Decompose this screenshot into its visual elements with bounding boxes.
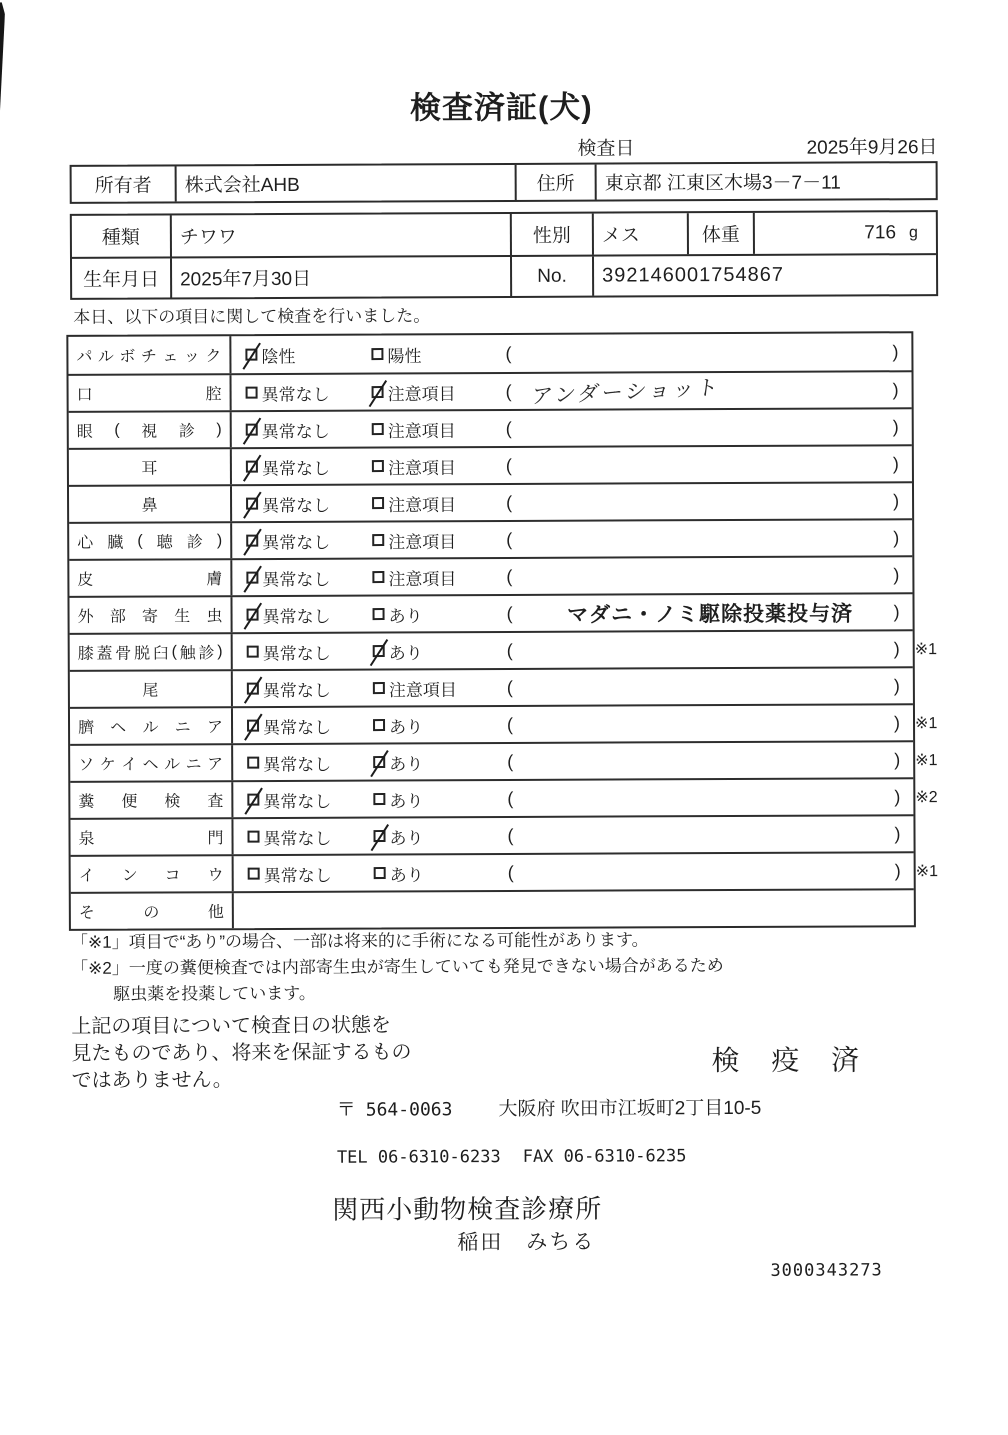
row-label bbox=[70, 634, 233, 670]
row-label-char: 外 bbox=[77, 608, 94, 626]
row-content bbox=[232, 409, 912, 447]
row-label-char: 虫 bbox=[206, 608, 223, 626]
row-label-char: ル bbox=[97, 348, 114, 366]
option bbox=[246, 602, 330, 627]
row-label-char: ボ bbox=[119, 348, 136, 366]
checkbox-icon bbox=[247, 646, 259, 658]
checklist-row bbox=[69, 444, 912, 485]
postal-mark: 〒 bbox=[336, 1099, 356, 1121]
clinic-address: 大阪府 吹田市江坂町2丁目10-5 bbox=[498, 1097, 762, 1121]
row-content bbox=[233, 779, 938, 817]
row-label-char: 脱 bbox=[134, 645, 151, 663]
row-label-char: 生 bbox=[174, 608, 191, 626]
option-label: 異常なし bbox=[263, 828, 332, 849]
checked-checkbox-icon bbox=[373, 756, 385, 768]
row-label-char: ) bbox=[216, 531, 223, 549]
paren-open: ( bbox=[506, 528, 513, 549]
option bbox=[371, 341, 421, 366]
row-content bbox=[232, 483, 912, 521]
row-label bbox=[70, 708, 233, 744]
sex-label: 性別 bbox=[510, 214, 592, 255]
row-label-char: ヘ bbox=[110, 719, 127, 737]
row-content bbox=[232, 557, 912, 595]
option-label: 異常なし bbox=[263, 717, 332, 738]
paren-open: ( bbox=[506, 565, 513, 586]
paren-open: ( bbox=[507, 787, 514, 808]
checked-checkbox-icon bbox=[247, 609, 259, 621]
option-label: 異常なし bbox=[262, 606, 331, 627]
checkbox-icon bbox=[371, 348, 383, 360]
option-label: 注意項目 bbox=[387, 384, 456, 404]
paren-open: ( bbox=[507, 824, 514, 845]
option bbox=[247, 676, 331, 701]
option-label: 注意項目 bbox=[388, 495, 457, 515]
note-marker: ※1 bbox=[915, 751, 938, 769]
birthdate-label: 生年月日 bbox=[83, 269, 160, 291]
row-label-char: ェ bbox=[162, 348, 179, 366]
checked-checkbox-icon bbox=[246, 498, 258, 510]
row-label bbox=[69, 412, 232, 448]
option bbox=[246, 417, 330, 442]
row-label-char: ッ bbox=[183, 348, 200, 366]
clinic-fax: FAX 06-6310-6235 bbox=[522, 1146, 687, 1167]
checklist-table bbox=[66, 331, 939, 931]
checkbox-icon bbox=[247, 757, 259, 769]
option-label: 注意項目 bbox=[387, 458, 456, 478]
animal-table bbox=[70, 210, 938, 300]
clinic-address-line bbox=[337, 1093, 762, 1122]
checkbox-icon bbox=[373, 682, 385, 694]
checklist-row bbox=[69, 555, 912, 596]
paren-close: ) bbox=[893, 638, 900, 659]
microchip-no-value: 392146001754867 bbox=[592, 255, 936, 296]
row-label-char: ク bbox=[205, 348, 222, 366]
row-content bbox=[232, 594, 912, 632]
note-marker: ※1 bbox=[915, 862, 939, 880]
checked-checkbox-icon bbox=[246, 535, 258, 547]
paren-content: マダニ・ノミ駆除投薬投与済 bbox=[567, 601, 854, 627]
checked-checkbox-icon bbox=[247, 794, 259, 806]
row-label bbox=[70, 782, 233, 818]
owner-table bbox=[70, 161, 938, 204]
checkbox-icon bbox=[372, 534, 384, 546]
option bbox=[248, 861, 332, 886]
disclaimer bbox=[71, 1012, 411, 1094]
option-label: 異常なし bbox=[262, 569, 331, 590]
checkbox-icon bbox=[372, 423, 384, 435]
paren-close: ) bbox=[892, 379, 899, 400]
checklist-row bbox=[69, 370, 912, 411]
checkbox-icon bbox=[373, 608, 385, 620]
checkbox-icon bbox=[372, 571, 384, 583]
option-label: あり bbox=[389, 828, 424, 848]
quarantine-stamp: 検 疫 済 bbox=[711, 1044, 872, 1077]
weight-unit: g bbox=[908, 223, 918, 241]
serial-number: 3000343273 bbox=[770, 1260, 883, 1281]
row-label-char: 骨 bbox=[115, 645, 132, 663]
option-label: 注意項目 bbox=[387, 421, 456, 441]
animal-table-row-2 bbox=[72, 253, 936, 298]
row-label bbox=[69, 560, 232, 596]
row-label-char: 膝 bbox=[77, 645, 94, 663]
animal-table-row-1 bbox=[72, 212, 936, 257]
row-content bbox=[233, 705, 938, 743]
row-label bbox=[69, 449, 232, 485]
paren-close: ) bbox=[893, 564, 900, 585]
row-label-char: 部 bbox=[109, 608, 126, 626]
option-label: 陽性 bbox=[387, 346, 422, 366]
checklist-row bbox=[69, 481, 912, 522]
row-label-char: 腔 bbox=[205, 386, 222, 404]
row-content bbox=[232, 446, 912, 484]
footnote-3: 駆虫薬を投薬しています。 bbox=[113, 983, 316, 1004]
option bbox=[374, 860, 424, 885]
row-label bbox=[69, 486, 232, 522]
inspection-date-line bbox=[577, 132, 937, 161]
option-label: 陰性 bbox=[261, 346, 296, 367]
checkbox-icon bbox=[372, 460, 384, 472]
paren-open: ( bbox=[506, 676, 513, 697]
row-label-char: 蓋 bbox=[96, 645, 113, 663]
row-label-char: ニ bbox=[185, 756, 202, 774]
note-marker: ※2 bbox=[915, 788, 938, 806]
option-label: 異常なし bbox=[263, 791, 332, 812]
option bbox=[373, 675, 457, 700]
row-label-char: ア bbox=[207, 756, 224, 774]
row-label bbox=[68, 336, 231, 374]
row-label bbox=[69, 597, 232, 633]
row-content bbox=[233, 631, 938, 669]
paren-open: ( bbox=[506, 713, 514, 734]
sex-value: メス bbox=[592, 213, 687, 254]
option bbox=[373, 712, 423, 737]
intro-text: 本日、以下の項目に関して検査を行いました。 bbox=[73, 306, 431, 327]
option-label: あり bbox=[389, 791, 424, 811]
row-label-char: 膚 bbox=[206, 571, 223, 589]
option bbox=[245, 342, 295, 367]
row-label-char: 糞 bbox=[78, 793, 95, 811]
checked-checkbox-icon bbox=[372, 386, 384, 398]
inspection-date-value: 2025年9月26日 bbox=[806, 137, 938, 159]
birthdate-value: 2025年7月30日 bbox=[170, 257, 510, 297]
weight-label: 体重 bbox=[687, 213, 753, 254]
row-label-char: コ bbox=[164, 867, 181, 885]
checkbox-icon bbox=[248, 868, 260, 880]
paren-close: ) bbox=[893, 675, 900, 696]
checked-checkbox-icon bbox=[246, 461, 258, 473]
note-marker: ※1 bbox=[914, 714, 938, 732]
option bbox=[373, 638, 423, 663]
checkbox-icon bbox=[247, 831, 259, 843]
option bbox=[246, 565, 330, 590]
address-value: 東京都 江東区木場3－7－11 bbox=[595, 163, 936, 199]
row-label-char: ( bbox=[137, 532, 143, 550]
row-label-char: ン bbox=[121, 867, 138, 885]
option-label: 異常なし bbox=[262, 532, 331, 553]
row-label bbox=[70, 671, 233, 707]
option-label: 注意項目 bbox=[388, 680, 457, 700]
row-label-char: 寄 bbox=[141, 608, 159, 626]
row-content bbox=[232, 520, 912, 558]
checklist-row bbox=[71, 888, 914, 929]
row-label-char: 臍 bbox=[78, 719, 95, 737]
paren-close: ) bbox=[892, 341, 899, 362]
option bbox=[372, 490, 456, 515]
option bbox=[372, 379, 456, 404]
row-label-char: 視 bbox=[141, 423, 158, 441]
disclaimer-line-2: 見たものであり、将来を保証するもの bbox=[71, 1041, 412, 1065]
row-label-char: 診 bbox=[198, 645, 215, 663]
row-label-char: 臓 bbox=[107, 534, 124, 552]
row-label-char: 便 bbox=[121, 793, 138, 811]
veterinarian-name: 稲田 みちる bbox=[457, 1230, 596, 1255]
checkbox-icon bbox=[374, 867, 386, 879]
row-label-char: 心 bbox=[77, 534, 94, 552]
row-label bbox=[71, 856, 234, 892]
checked-checkbox-icon bbox=[247, 683, 259, 695]
option bbox=[246, 491, 330, 516]
option bbox=[247, 750, 331, 775]
owner-value: 株式会社AHB bbox=[175, 165, 515, 201]
option bbox=[372, 564, 456, 589]
row-label-char: パ bbox=[76, 348, 93, 366]
row-content bbox=[233, 742, 938, 780]
paren-close: ) bbox=[892, 416, 899, 437]
paren-open: ( bbox=[505, 454, 512, 475]
option bbox=[373, 823, 423, 848]
option bbox=[246, 454, 330, 479]
paren-open: ( bbox=[507, 750, 514, 771]
row-label bbox=[69, 375, 232, 411]
microchip-no-label: No. bbox=[510, 257, 592, 296]
option bbox=[246, 380, 330, 405]
paren-open: ( bbox=[505, 380, 512, 401]
row-content bbox=[234, 890, 914, 928]
option bbox=[373, 786, 423, 811]
option bbox=[372, 453, 456, 478]
paren-close: ) bbox=[892, 453, 899, 474]
option bbox=[247, 639, 331, 664]
row-content bbox=[231, 333, 911, 373]
clinic-name: 関西小動物検査診療所 bbox=[332, 1193, 603, 1225]
row-label-char: ) bbox=[216, 420, 222, 438]
checked-checkbox-icon bbox=[373, 645, 385, 657]
clinic-tel: TEL 06-6310-6233 bbox=[336, 1147, 501, 1168]
checklist-row bbox=[68, 333, 911, 374]
paren-close: ) bbox=[894, 823, 901, 844]
row-label bbox=[69, 523, 232, 559]
option bbox=[372, 416, 456, 441]
row-label-char: そ bbox=[78, 904, 95, 922]
option bbox=[247, 787, 331, 812]
option-label: あり bbox=[389, 865, 424, 885]
option bbox=[373, 749, 423, 774]
row-label-char: 門 bbox=[207, 830, 224, 848]
row-label bbox=[71, 893, 234, 929]
paren-content: アンダーショット bbox=[530, 375, 723, 409]
row-label-char: ( bbox=[114, 421, 120, 439]
option-label: 異常なし bbox=[261, 384, 330, 405]
checklist-row bbox=[70, 777, 938, 818]
paren-close: ) bbox=[893, 527, 900, 548]
weight-cell bbox=[753, 212, 936, 254]
option-label: 異常なし bbox=[261, 421, 330, 442]
row-label bbox=[70, 745, 233, 781]
option bbox=[247, 713, 331, 738]
row-label-char: 口 bbox=[76, 386, 93, 404]
row-label-char: 他 bbox=[207, 904, 224, 922]
checkbox-icon bbox=[372, 497, 384, 509]
option-label: あり bbox=[389, 754, 424, 774]
checklist-row bbox=[70, 666, 913, 707]
row-label-char: ル bbox=[164, 756, 181, 774]
paren-close: ) bbox=[894, 786, 901, 807]
row-label-char: ケ bbox=[99, 756, 116, 774]
row-label bbox=[70, 819, 233, 855]
paren-close: ) bbox=[893, 712, 901, 733]
option bbox=[247, 824, 331, 849]
row-label-char: イ bbox=[121, 756, 138, 774]
row-label-char: ル bbox=[142, 719, 159, 737]
checkbox-icon bbox=[373, 793, 385, 805]
checked-checkbox-icon bbox=[373, 830, 385, 842]
address-label: 住所 bbox=[515, 165, 595, 200]
row-label-char: 聴 bbox=[156, 534, 173, 552]
paren-open: ( bbox=[506, 639, 513, 660]
row-label-char: ニ bbox=[174, 719, 191, 737]
option-label: 注意項目 bbox=[388, 569, 457, 589]
footnotes bbox=[71, 927, 724, 1008]
option-label: 異常なし bbox=[262, 680, 331, 701]
checklist-row bbox=[71, 851, 939, 892]
checked-checkbox-icon bbox=[245, 349, 257, 361]
row-label-char: 査 bbox=[207, 793, 224, 811]
paren-open: ( bbox=[506, 491, 513, 512]
row-content bbox=[234, 853, 939, 891]
paren-close: ) bbox=[893, 601, 900, 622]
checklist-row bbox=[69, 407, 912, 448]
row-label-char: ソ bbox=[78, 756, 95, 774]
option bbox=[372, 601, 422, 626]
paren-open: ( bbox=[505, 342, 512, 363]
option bbox=[246, 528, 330, 553]
row-label-text: 鼻 bbox=[141, 497, 158, 515]
footnote-2: 「※2」一度の糞便検査では内部寄生虫が寄生していても発見できない場合があるため bbox=[71, 956, 724, 978]
checked-checkbox-icon bbox=[247, 720, 259, 732]
checkbox-icon bbox=[246, 387, 258, 399]
option-label: 注意項目 bbox=[388, 532, 457, 552]
paren-open: ( bbox=[505, 417, 512, 438]
row-content bbox=[232, 372, 912, 410]
owner-label: 所有者 bbox=[94, 175, 152, 197]
checkbox-icon bbox=[373, 719, 385, 731]
row-label-char: ( bbox=[171, 642, 177, 660]
row-label-char: 触 bbox=[179, 645, 196, 663]
clinic-tel-line bbox=[337, 1146, 687, 1168]
row-label-char: 診 bbox=[178, 423, 195, 441]
checked-checkbox-icon bbox=[246, 424, 258, 436]
breed-value: チワワ bbox=[170, 214, 510, 256]
row-label-char: 泉 bbox=[78, 830, 95, 848]
option-label: 異常なし bbox=[263, 865, 332, 886]
paren-open: ( bbox=[506, 602, 513, 623]
paren-open: ( bbox=[507, 861, 514, 882]
row-content bbox=[233, 668, 913, 706]
paren-close: ) bbox=[894, 749, 901, 770]
option-label: あり bbox=[389, 717, 424, 737]
row-label-char: 診 bbox=[186, 534, 203, 552]
checked-checkbox-icon bbox=[246, 572, 258, 584]
row-label-text: 尾 bbox=[142, 682, 159, 700]
note-marker: ※1 bbox=[914, 640, 938, 658]
footnote-1: 「※1」項目で“あり”の場合、一部は将来的に手術になる可能性があります。 bbox=[70, 930, 649, 952]
option-label: 異常なし bbox=[261, 458, 330, 479]
row-label-text: 耳 bbox=[141, 460, 158, 478]
checklist-row bbox=[69, 518, 912, 559]
option-label: あり bbox=[388, 606, 423, 626]
row-label-char: チ bbox=[140, 348, 157, 366]
row-label-char: ウ bbox=[207, 867, 224, 885]
paren-close: ) bbox=[894, 860, 901, 881]
page-title: 検査済証(犬) bbox=[409, 89, 593, 126]
row-label-char: 皮 bbox=[77, 571, 94, 589]
row-label-char: の bbox=[143, 904, 160, 922]
disclaimer-line-3: ではありません。 bbox=[71, 1069, 233, 1092]
row-label-char: ヘ bbox=[142, 756, 159, 774]
row-label-char: 眼 bbox=[76, 423, 93, 441]
row-label-char: ) bbox=[217, 642, 223, 660]
checklist-row bbox=[69, 592, 912, 633]
row-label-char: 検 bbox=[164, 793, 181, 811]
checklist-row bbox=[70, 703, 938, 744]
row-label-char: 臼 bbox=[152, 645, 169, 663]
row-label-char: ア bbox=[206, 719, 224, 737]
option-label: 異常なし bbox=[262, 495, 331, 516]
breed-label: 種類 bbox=[101, 227, 140, 249]
option-label: 異常なし bbox=[263, 754, 332, 775]
disclaimer-line-1: 上記の項目について検査日の状態を bbox=[71, 1014, 392, 1038]
paren-close: ) bbox=[893, 490, 900, 511]
checklist-row bbox=[70, 814, 913, 855]
inspection-date-label: 検査日 bbox=[577, 138, 635, 160]
weight-value: 716 bbox=[864, 221, 897, 243]
row-label-char: イ bbox=[78, 867, 95, 885]
option-label: 異常なし bbox=[262, 643, 331, 664]
option bbox=[372, 527, 456, 552]
checklist-row bbox=[70, 740, 938, 781]
option-label: あり bbox=[388, 643, 423, 663]
checklist-row bbox=[70, 629, 938, 670]
postal-code: 564-0063 bbox=[365, 1099, 453, 1121]
row-content bbox=[233, 816, 913, 854]
